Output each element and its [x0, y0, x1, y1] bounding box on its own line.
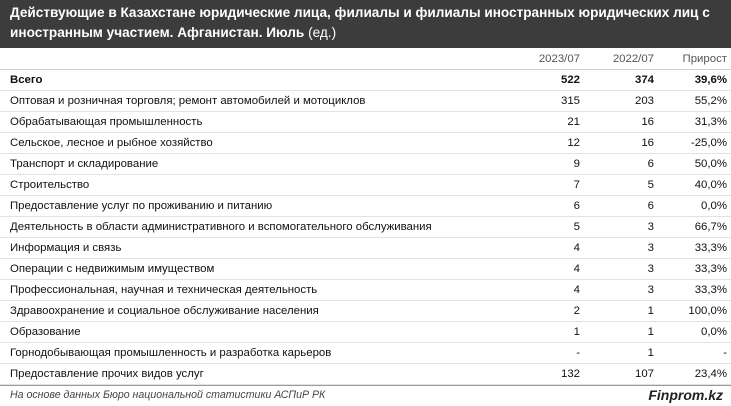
row-value-2022: 1 [647, 305, 654, 317]
table-row [0, 91, 731, 112]
row-name: Всего [10, 74, 43, 86]
row-value-2022: 1 [647, 326, 654, 338]
row-value-2023: 1 [573, 326, 580, 338]
table-row-total [0, 70, 731, 91]
row-value-2022: 3 [647, 221, 654, 233]
row-value-2022: 3 [647, 263, 654, 275]
row-value-2022: 1 [647, 347, 654, 359]
title-unit: (ед.) [308, 25, 337, 40]
row-value-2023: 315 [560, 95, 580, 107]
row-growth: - [723, 347, 727, 359]
row-name: Сельское, лесное и рыбное хозяйство [10, 137, 213, 149]
table-row [0, 259, 731, 280]
row-name: Профессиональная, научная и техническая деятельность [10, 284, 318, 296]
row-name: Здравоохранение и социальное обслуживание населения [10, 305, 319, 317]
col-header-2023: 2023/07 [538, 53, 580, 65]
row-value-2023: 4 [573, 242, 580, 254]
row-value-2022: 374 [634, 74, 654, 86]
col-header-2022: 2022/07 [612, 53, 654, 65]
row-growth: 31,3% [694, 116, 727, 128]
row-name: Предоставление услуг по проживанию и питанию [10, 200, 273, 212]
row-value-2022: 107 [634, 368, 654, 380]
row-value-2023: 4 [573, 284, 580, 296]
row-name: Операции с недвижимым имуществом [10, 263, 215, 275]
table-row [0, 322, 731, 343]
table-row [0, 343, 731, 364]
row-value-2022: 16 [641, 137, 654, 149]
row-value-2022: 203 [634, 95, 654, 107]
brand-logo: Finprom.kz [648, 387, 723, 403]
row-value-2022: 5 [647, 179, 654, 191]
row-value-2022: 6 [647, 200, 654, 212]
row-growth: 23,4% [694, 368, 727, 380]
row-value-2022: 3 [647, 284, 654, 296]
row-growth: 55,2% [694, 95, 727, 107]
table-row [0, 301, 731, 322]
row-growth: 33,3% [694, 284, 727, 296]
row-growth: 100,0% [688, 305, 727, 317]
col-header-growth: Прирост [682, 53, 727, 65]
row-growth: 33,3% [694, 263, 727, 275]
row-name: Образование [10, 326, 81, 338]
row-value-2023: 5 [573, 221, 580, 233]
row-growth: 39,6% [694, 74, 727, 86]
row-value-2023: 522 [560, 74, 580, 86]
table-row [0, 364, 731, 385]
row-name: Деятельность в области административного и вспомогательного обслуживания [10, 221, 432, 233]
row-value-2022: 3 [647, 242, 654, 254]
table-header-row [0, 48, 731, 70]
row-value-2023: 7 [573, 179, 580, 191]
row-value-2022: 16 [641, 116, 654, 128]
row-name: Строительство [10, 179, 90, 191]
row-value-2022: 6 [647, 158, 654, 170]
table-title [10, 3, 721, 43]
row-name: Обрабатывающая промышленность [10, 116, 203, 128]
table-row [0, 196, 731, 217]
row-value-2023: 21 [567, 116, 580, 128]
row-growth: 0,0% [701, 200, 727, 212]
row-growth: -25,0% [690, 137, 727, 149]
row-growth: 50,0% [694, 158, 727, 170]
row-value-2023: 6 [573, 200, 580, 212]
row-name: Оптовая и розничная торговля; ремонт автомобилей и мотоциклов [10, 95, 366, 107]
table-row [0, 175, 731, 196]
table-row [0, 217, 731, 238]
row-name: Предоставление прочих видов услуг [10, 368, 204, 380]
row-growth: 0,0% [701, 326, 727, 338]
row-value-2023: 9 [573, 158, 580, 170]
table-row [0, 154, 731, 175]
row-name: Горнодобывающая промышленность и разработка карьеров [10, 347, 332, 359]
data-table [0, 48, 731, 385]
row-value-2023: 12 [567, 137, 580, 149]
row-value-2023: 4 [573, 263, 580, 275]
footer [0, 385, 731, 406]
row-value-2023: 132 [560, 368, 580, 380]
row-growth: 33,3% [694, 242, 727, 254]
table-row [0, 280, 731, 301]
row-growth: 66,7% [694, 221, 727, 233]
row-value-2023: 2 [573, 305, 580, 317]
row-name: Информация и связь [10, 242, 122, 254]
source-note: На основе данных Бюро национальной статистики АСПиР РК [10, 389, 326, 401]
title-text: Действующие в Казахстане юридические лица, филиалы и филиалы иностранных юридических лиц с иностранным участием. Афганистан. Июль [10, 5, 710, 40]
table-title-bar [0, 0, 731, 48]
table-row [0, 133, 731, 154]
table-row [0, 112, 731, 133]
row-growth: 40,0% [694, 179, 727, 191]
row-name: Транспорт и складирование [10, 158, 159, 170]
table-row [0, 238, 731, 259]
row-value-2023: - [576, 347, 580, 359]
